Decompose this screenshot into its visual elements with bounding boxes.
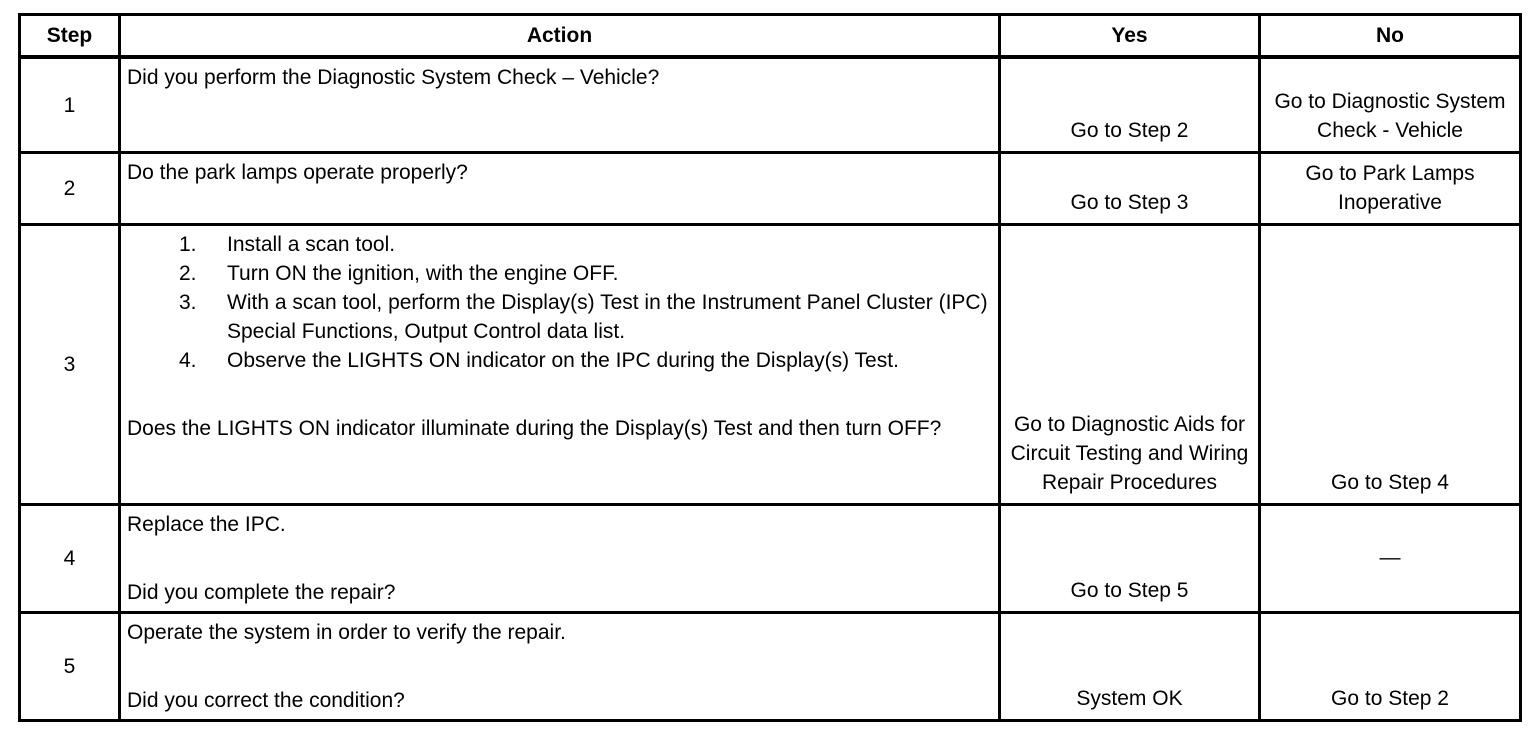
step-number: 5	[21, 614, 121, 722]
substep-number: 3.	[179, 291, 197, 314]
yes-cell: System OK	[1001, 614, 1261, 722]
header-row	[21, 16, 1522, 59]
action-cell	[121, 59, 1001, 154]
table-row-step-3	[21, 226, 1522, 506]
substep-number: 4.	[179, 349, 197, 372]
action-question: Did you complete the repair?	[127, 581, 396, 604]
no-cell: Go to Diagnostic System Check - Vehicle	[1261, 59, 1522, 154]
substep-item	[127, 288, 992, 346]
step-number: 4	[21, 506, 121, 614]
step-number: 3	[21, 226, 121, 506]
no-cell: Go to Step 2	[1261, 614, 1522, 722]
yes-cell: Go to Step 5	[1001, 506, 1261, 614]
action-cell	[121, 154, 1001, 226]
no-cell: Go to Step 4	[1261, 226, 1522, 506]
no-cell: Go to Park Lamps Inoperative	[1261, 154, 1522, 226]
substep-item	[127, 259, 992, 288]
action-question: Does the LIGHTS ON indicator illuminate during the Display(s) Test and then turn OFF?	[127, 417, 942, 440]
action-question: Did you correct the condition?	[127, 689, 405, 712]
yes-cell: Go to Diagnostic Aids for Circuit Testing and Wiring Repair Procedures	[1001, 226, 1261, 506]
header-step: Step	[21, 16, 121, 59]
substep-number: 1.	[179, 233, 197, 256]
header-no: No	[1261, 16, 1522, 59]
table-row-step-4	[21, 506, 1522, 614]
substep-text: Turn ON the ignition, with the engine OFF.	[227, 262, 619, 285]
substep-text: Install a scan tool.	[227, 233, 396, 256]
yes-cell: Go to Step 3	[1001, 154, 1261, 226]
substep-number: 2.	[179, 262, 197, 285]
action-prompt: Replace the IPC.	[127, 513, 286, 536]
action-cell	[121, 614, 1001, 722]
header-action: Action	[121, 16, 1001, 59]
substep-text: With a scan tool, perform the Display(s) Test in the Instrument Panel Cluster (IPC) Special Functions, Output Control data list.	[227, 291, 988, 343]
step-number: 2	[21, 154, 121, 226]
step-number: 1	[21, 59, 121, 154]
substep-list	[127, 230, 992, 375]
action-prompt: Operate the system in order to verify the repair.	[127, 621, 566, 644]
table-row-step-1	[21, 59, 1522, 154]
no-cell: —	[1261, 506, 1522, 614]
table-row-step-5	[21, 614, 1522, 722]
header-yes: Yes	[1001, 16, 1261, 59]
action-cell	[121, 506, 1001, 614]
substep-text: Observe the LIGHTS ON indicator on the IPC during the Display(s) Test.	[227, 349, 899, 372]
substep-item	[127, 346, 992, 375]
action-prompt: Did you perform the Diagnostic System Check – Vehicle?	[127, 66, 660, 89]
yes-cell: Go to Step 2	[1001, 59, 1261, 154]
table-row-step-2	[21, 154, 1522, 226]
action-cell	[121, 226, 1001, 506]
diagnostic-table	[18, 13, 1522, 722]
action-prompt: Do the park lamps operate properly?	[127, 161, 468, 184]
substep-item	[127, 230, 992, 259]
